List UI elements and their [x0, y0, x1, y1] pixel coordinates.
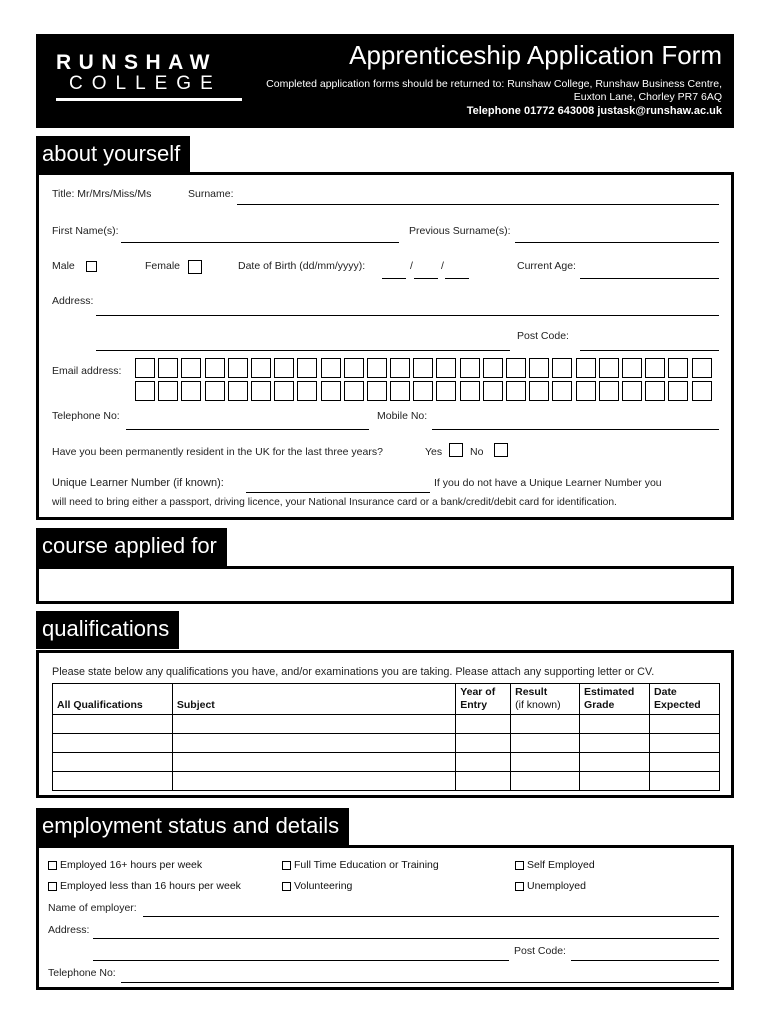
col-line-2: Grade: [584, 699, 615, 711]
email-char-box[interactable]: [692, 381, 712, 401]
email-char-box[interactable]: [506, 381, 526, 401]
previous-surnames-label: Previous Surname(s):: [409, 225, 511, 237]
col-line-1: Date: [654, 686, 677, 698]
table-cell[interactable]: [53, 734, 173, 753]
yes-label: Yes: [425, 446, 443, 458]
email-char-box[interactable]: [274, 358, 294, 378]
section-heading-qualifications: qualifications: [36, 611, 179, 649]
col-sub: (if known): [515, 699, 561, 711]
email-char-box[interactable]: [645, 358, 665, 378]
email-char-box[interactable]: [599, 381, 619, 401]
address-label: Address:: [52, 295, 94, 307]
email-grid-row-1[interactable]: [135, 358, 715, 378]
table-cell[interactable]: [650, 715, 720, 734]
email-char-box[interactable]: [668, 381, 688, 401]
table-cell[interactable]: [650, 753, 720, 772]
email-char-box[interactable]: [622, 358, 642, 378]
email-char-box[interactable]: [297, 381, 317, 401]
table-cell[interactable]: [456, 753, 511, 772]
email-char-box[interactable]: [344, 358, 364, 378]
option-label: Full Time Education or Training: [294, 859, 439, 871]
first-names-field[interactable]: [121, 242, 399, 243]
col-line-1: Estimated: [584, 686, 635, 698]
email-char-box[interactable]: [181, 358, 201, 378]
email-char-box[interactable]: [251, 381, 271, 401]
email-char-box[interactable]: [576, 358, 596, 378]
course-applied-field[interactable]: [36, 566, 734, 604]
telephone-field[interactable]: [126, 429, 369, 430]
email-label: Email address:: [52, 365, 122, 377]
email-char-box[interactable]: [506, 358, 526, 378]
resident-question: Have you been permanently resident in the UK for the last three years?: [52, 446, 383, 458]
table-cell[interactable]: [53, 772, 173, 791]
checkbox-icon[interactable]: [515, 882, 524, 891]
table-cell[interactable]: [650, 734, 720, 753]
col-line-1: Result: [515, 686, 548, 698]
employer-postcode-field[interactable]: [571, 960, 719, 961]
section-heading-about: about yourself: [36, 136, 190, 174]
table-row: [53, 772, 720, 791]
col-line-2: Expected: [654, 699, 701, 711]
logo-rule: [56, 98, 242, 101]
option-volunteering[interactable]: [282, 880, 352, 892]
email-char-box[interactable]: [529, 381, 549, 401]
email-char-box[interactable]: [413, 358, 433, 378]
email-char-box[interactable]: [460, 358, 480, 378]
uln-field[interactable]: [246, 492, 430, 493]
address-line-1-field[interactable]: [96, 315, 719, 316]
address-line-2-field[interactable]: [96, 350, 510, 351]
option-label: Unemployed: [527, 880, 586, 892]
option-label: Employed 16+ hours per week: [60, 859, 203, 871]
email-char-box[interactable]: [181, 381, 201, 401]
logo-line-1: RUNSHAW: [56, 51, 217, 74]
email-char-box[interactable]: [552, 381, 572, 401]
qualifications-header-row: [53, 684, 720, 715]
surname-field[interactable]: [237, 204, 719, 205]
table-cell[interactable]: [511, 753, 580, 772]
option-label: Volunteering: [294, 880, 353, 892]
email-char-box[interactable]: [158, 358, 178, 378]
current-age-field[interactable]: [580, 278, 719, 279]
table-cell[interactable]: [511, 715, 580, 734]
employer-postcode-label: Post Code:: [514, 945, 566, 957]
table-cell[interactable]: [511, 734, 580, 753]
option-label: Self Employed: [527, 859, 595, 871]
table-cell[interactable]: [511, 772, 580, 791]
return-address-text: Completed application forms should be returned to: Runshaw College, Runshaw Business Centre, Euxton Lane, Chorley PR7 6AQ: [266, 78, 722, 103]
surname-label: Surname:: [188, 188, 234, 200]
email-char-box[interactable]: [692, 358, 712, 378]
qualifications-table: [52, 683, 720, 791]
email-char-box[interactable]: [576, 381, 596, 401]
employer-address-line-1-field[interactable]: [93, 938, 719, 939]
first-names-label: First Name(s):: [52, 225, 119, 237]
section-heading-employment: employment status and details: [36, 808, 349, 846]
email-char-box[interactable]: [228, 381, 248, 401]
email-char-box[interactable]: [135, 358, 155, 378]
male-checkbox[interactable]: [86, 261, 97, 272]
postcode-field[interactable]: [580, 350, 719, 351]
email-char-box[interactable]: [645, 381, 665, 401]
email-char-box[interactable]: [552, 358, 572, 378]
title-label: Title: Mr/Mrs/Miss/Ms: [52, 188, 152, 200]
email-char-box[interactable]: [436, 358, 456, 378]
email-char-box[interactable]: [344, 381, 364, 401]
email-char-box[interactable]: [390, 381, 410, 401]
option-employed-less-16[interactable]: [48, 880, 241, 892]
mobile-label: Mobile No:: [377, 410, 428, 422]
female-label: Female: [145, 260, 181, 272]
table-cell[interactable]: [172, 734, 455, 753]
dob-label: Date of Birth (dd/mm/yyyy):: [238, 260, 366, 272]
no-label: No: [470, 446, 484, 458]
dob-year-field[interactable]: [445, 278, 469, 279]
table-cell[interactable]: [456, 772, 511, 791]
table-row: [53, 734, 720, 753]
form-header: [36, 34, 734, 128]
email-char-box[interactable]: [367, 381, 387, 401]
checkbox-icon[interactable]: [48, 882, 57, 891]
email-char-box[interactable]: [529, 358, 549, 378]
resident-no-checkbox[interactable]: [494, 443, 508, 457]
table-cell[interactable]: [172, 753, 455, 772]
form-title: Apprenticeship Application Form: [349, 40, 722, 70]
table-cell[interactable]: [580, 772, 650, 791]
employer-name-field[interactable]: [143, 916, 719, 917]
email-char-box[interactable]: [483, 358, 503, 378]
email-char-box[interactable]: [321, 381, 341, 401]
female-checkbox[interactable]: [188, 260, 202, 274]
contact-details: Telephone 01772 643008 justask@runshaw.ac.uk: [466, 105, 722, 117]
table-cell[interactable]: [53, 753, 173, 772]
male-label: Male: [52, 260, 75, 272]
employer-telephone-label: Telephone No:: [48, 967, 116, 979]
email-char-box[interactable]: [228, 358, 248, 378]
option-label: Employed less than 16 hours per week: [60, 880, 241, 892]
checkbox-icon[interactable]: [282, 861, 291, 870]
uln-note-line-1: If you do not have a Unique Learner Number you: [434, 477, 662, 489]
option-employed-16-plus[interactable]: [48, 859, 202, 871]
checkbox-icon[interactable]: [515, 861, 524, 870]
col-estimated-grade: [580, 684, 650, 715]
table-cell[interactable]: [172, 772, 455, 791]
col-all-qualifications: [53, 684, 173, 715]
email-char-box[interactable]: [622, 381, 642, 401]
email-char-box[interactable]: [413, 381, 433, 401]
table-row: [53, 715, 720, 734]
table-cell[interactable]: [580, 753, 650, 772]
email-char-box[interactable]: [367, 358, 387, 378]
col-result: [511, 684, 580, 715]
table-cell[interactable]: [456, 715, 511, 734]
col-line-1: Year of: [460, 686, 496, 698]
resident-yes-checkbox[interactable]: [449, 443, 463, 457]
email-char-box[interactable]: [460, 381, 480, 401]
email-char-box[interactable]: [135, 381, 155, 401]
uln-note-line-2: will need to bring either a passport, driving licence, your National Insurance card or a bank/credit/debit card for identification.: [52, 497, 617, 508]
section-heading-course: course applied for: [36, 528, 227, 566]
col-line-2: All Qualifications: [57, 699, 143, 711]
table-cell[interactable]: [456, 734, 511, 753]
email-char-box[interactable]: [321, 358, 341, 378]
table-cell[interactable]: [650, 772, 720, 791]
checkbox-icon[interactable]: [48, 861, 57, 870]
col-date-expected: [650, 684, 720, 715]
col-subject: [172, 684, 455, 715]
telephone-label: Telephone No:: [52, 410, 120, 422]
email-char-box[interactable]: [599, 358, 619, 378]
employment-box: [36, 845, 734, 990]
email-grid-row-2[interactable]: [135, 381, 715, 401]
college-logo: [56, 52, 242, 101]
option-self-employed[interactable]: [515, 859, 595, 871]
col-line-2: Entry: [460, 699, 488, 711]
email-char-box[interactable]: [205, 358, 225, 378]
postcode-label: Post Code:: [517, 330, 569, 342]
option-full-time-education[interactable]: [282, 859, 439, 871]
employer-address-line-2-field[interactable]: [93, 960, 509, 961]
qualifications-intro: Please state below any qualifications you have, and/or examinations you are taking. Please attach any supporting letter or CV.: [52, 666, 655, 678]
option-unemployed[interactable]: [515, 880, 586, 892]
employer-telephone-field[interactable]: [121, 982, 719, 983]
current-age-label: Current Age:: [517, 260, 576, 272]
email-char-box[interactable]: [158, 381, 178, 401]
dob-month-field[interactable]: [414, 278, 438, 279]
col-line-2: Subject: [176, 699, 215, 711]
table-row: [53, 753, 720, 772]
dob-separator-1: /: [410, 260, 413, 272]
about-yourself-box: [36, 172, 734, 520]
col-year-of-entry: [456, 684, 511, 715]
email-char-box[interactable]: [390, 358, 410, 378]
logo-line-2: COLLEGE: [69, 73, 222, 94]
dob-day-field[interactable]: [382, 278, 406, 279]
table-cell[interactable]: [580, 715, 650, 734]
qualifications-box: [36, 650, 734, 798]
uln-label: Unique Learner Number (if known):: [52, 477, 224, 489]
checkbox-icon[interactable]: [282, 882, 291, 891]
employer-address-label: Address:: [48, 924, 90, 936]
email-char-box[interactable]: [251, 358, 271, 378]
previous-surnames-field[interactable]: [515, 242, 719, 243]
email-char-box[interactable]: [483, 381, 503, 401]
email-char-box[interactable]: [297, 358, 317, 378]
dob-separator-2: /: [441, 260, 444, 272]
table-cell[interactable]: [53, 715, 173, 734]
employer-name-label: Name of employer:: [48, 902, 137, 914]
mobile-field[interactable]: [432, 429, 719, 430]
email-char-box[interactable]: [436, 381, 456, 401]
table-cell[interactable]: [580, 734, 650, 753]
email-char-box[interactable]: [668, 358, 688, 378]
email-char-box[interactable]: [205, 381, 225, 401]
email-char-box[interactable]: [274, 381, 294, 401]
table-cell[interactable]: [172, 715, 455, 734]
